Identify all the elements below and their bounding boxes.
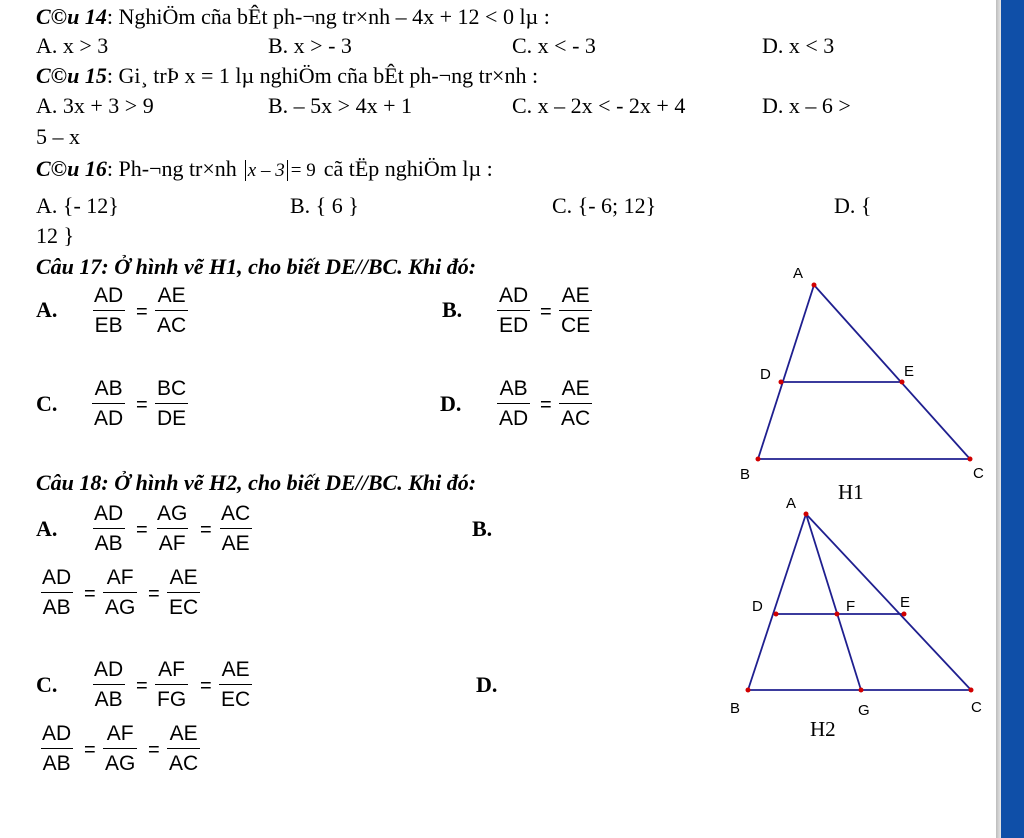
q15-option-d: D. x – 6 > — [762, 93, 851, 118]
equals-sign: = — [148, 583, 160, 605]
q18-b-fraction-1: $\frac{AD}{AB}$ — [42, 566, 72, 619]
point-a — [812, 283, 817, 288]
point-e — [902, 612, 907, 617]
q16-option-b: B. { 6 } — [290, 193, 359, 218]
equals-sign: = — [200, 675, 212, 697]
q17-b-fraction-2: $\frac{AE}{CE}$ — [561, 284, 591, 337]
figure-h2-triangle — [724, 490, 996, 750]
point-c — [968, 457, 973, 462]
question-16-text-after: cã tËp nghiÖm lµ : — [323, 156, 493, 181]
equals-sign: = — [540, 394, 552, 416]
q18-c-fraction-1: $\frac{AD}{AB}$ — [94, 658, 124, 711]
q18-a-fraction-2: $\frac{AG}{AF}$ — [157, 502, 188, 555]
q18-c-fraction-2: $\frac{AF}{FG}$ — [157, 658, 187, 711]
q17-c-fraction-2: $\frac{BC}{DE}$ — [157, 377, 187, 430]
q18-option-d-letter: D. — [476, 672, 498, 697]
point-f — [835, 612, 840, 617]
label-g: G — [858, 702, 870, 719]
equals-sign: = — [148, 739, 160, 761]
equals-sign: = — [200, 519, 212, 541]
q17-d-fraction-1: $\frac{AB}{AD}$ — [499, 377, 529, 430]
figure-h1-triangle — [730, 260, 996, 500]
label-e: E — [904, 363, 915, 380]
q18-d-fraction-2: $\frac{AF}{AG}$ — [105, 722, 136, 775]
q16-option-c: C. {- 6; 12} — [552, 193, 657, 218]
window-edge-strip — [1001, 0, 1024, 838]
q18-b-fraction-3: $\frac{AE}{EC}$ — [169, 566, 199, 619]
label-c: C — [971, 699, 982, 716]
label-d: D — [760, 366, 771, 383]
label-d: D — [752, 598, 763, 615]
q18-option-a-letter: A. — [36, 516, 58, 541]
equals-sign: = — [136, 519, 148, 541]
question-16-label: C©u 16 — [36, 156, 107, 181]
abs-value-expression: x – 3 — [245, 160, 288, 181]
question-17-title: Câu 17: Ở hình vẽ H1, cho biết DE//BC. Khi đó: — [36, 254, 477, 279]
label-e: E — [900, 594, 911, 611]
question-14-label: C©u 14 — [36, 4, 107, 29]
abs-value-equals: = 9 — [290, 160, 316, 181]
q18-d-fraction-1: $\frac{AD}{AB}$ — [42, 722, 72, 775]
point-e — [900, 380, 905, 385]
question-18-title: Câu 18: Ở hình vẽ H2, cho biết DE//BC. Khi đó: — [36, 470, 477, 495]
point-b — [756, 457, 761, 462]
question-16-text-before: : Ph-¬ng tr×nh — [106, 156, 237, 181]
question-14-text: : NghiÖm cña bÊt ph-¬ng tr×nh – 4x + 12 < 0 lµ : — [106, 4, 550, 29]
q14-option-d: D. x < 3 — [762, 33, 835, 58]
q15-option-a: A. 3x + 3 > 9 — [36, 93, 154, 118]
question-14 — [36, 4, 550, 30]
point-d — [774, 612, 779, 617]
figure-h2-caption: H2 — [810, 717, 836, 741]
label-b: B — [730, 700, 741, 717]
equals-sign: = — [84, 583, 96, 605]
question-15-text: : Gi¸ trÞ x = 1 lµ nghiÖm cña bÊt ph-¬ng tr×nh : — [106, 63, 539, 88]
q16-continuation: 12 } — [36, 223, 75, 248]
equals-sign: = — [136, 675, 148, 697]
point-b — [746, 688, 751, 693]
q18-c-fraction-3: $\frac{AE}{EC}$ — [221, 658, 251, 711]
q17-d-fraction-2: $\frac{AE}{AC}$ — [561, 377, 591, 430]
q16-option-a: A. {- 12} — [36, 193, 119, 218]
question-15 — [36, 63, 538, 89]
label-c: C — [973, 465, 984, 482]
q15-option-b: B. – 5x > 4x + 1 — [268, 93, 412, 118]
q17-a-fraction-2: $\frac{AE}{AC}$ — [157, 284, 187, 337]
question-16 — [36, 156, 493, 184]
label-a: A — [786, 495, 797, 512]
equals-sign: = — [136, 301, 148, 323]
question-15-label: C©u 15 — [36, 63, 107, 88]
q17-c-fraction-1: $\frac{AB}{AD}$ — [94, 377, 124, 430]
q17-option-c-letter: C. — [36, 391, 58, 416]
equals-sign: = — [136, 394, 148, 416]
q14-option-a: A. x > 3 — [36, 33, 109, 58]
q15-option-c: C. x – 2x < - 2x + 4 — [512, 93, 686, 118]
point-d — [779, 380, 784, 385]
point-a — [804, 512, 809, 517]
figure-h1-caption: H1 — [838, 480, 864, 500]
q18-a-fraction-1: $\frac{AD}{AB}$ — [94, 502, 124, 555]
q18-b-fraction-2: $\frac{AF}{AG}$ — [105, 566, 136, 619]
q18-d-fraction-3: $\frac{AE}{AC}$ — [169, 722, 199, 775]
equals-sign: = — [84, 739, 96, 761]
q17-option-b-letter: B. — [442, 297, 463, 322]
q14-option-b: B. x > - 3 — [268, 33, 352, 58]
q17-option-d-letter: D. — [440, 391, 462, 416]
label-f: F — [846, 598, 856, 615]
q18-option-c-letter: C. — [36, 672, 58, 697]
label-b: B — [740, 466, 751, 483]
q17-a-fraction-1: $\frac{AD}{EB}$ — [94, 284, 124, 337]
point-c — [969, 688, 974, 693]
q16-option-d: D. { — [834, 193, 872, 218]
q14-option-c: C. x < - 3 — [512, 33, 596, 58]
q17-option-a-letter: A. — [36, 297, 58, 322]
q15-continuation: 5 – x — [36, 124, 80, 149]
q18-a-fraction-3: $\frac{AC}{AE}$ — [221, 502, 251, 555]
point-g — [859, 688, 864, 693]
label-a: A — [793, 265, 804, 282]
q18-option-b-letter: B. — [472, 516, 493, 541]
equals-sign: = — [540, 301, 552, 323]
q17-b-fraction-1: $\frac{AD}{ED}$ — [499, 284, 529, 337]
